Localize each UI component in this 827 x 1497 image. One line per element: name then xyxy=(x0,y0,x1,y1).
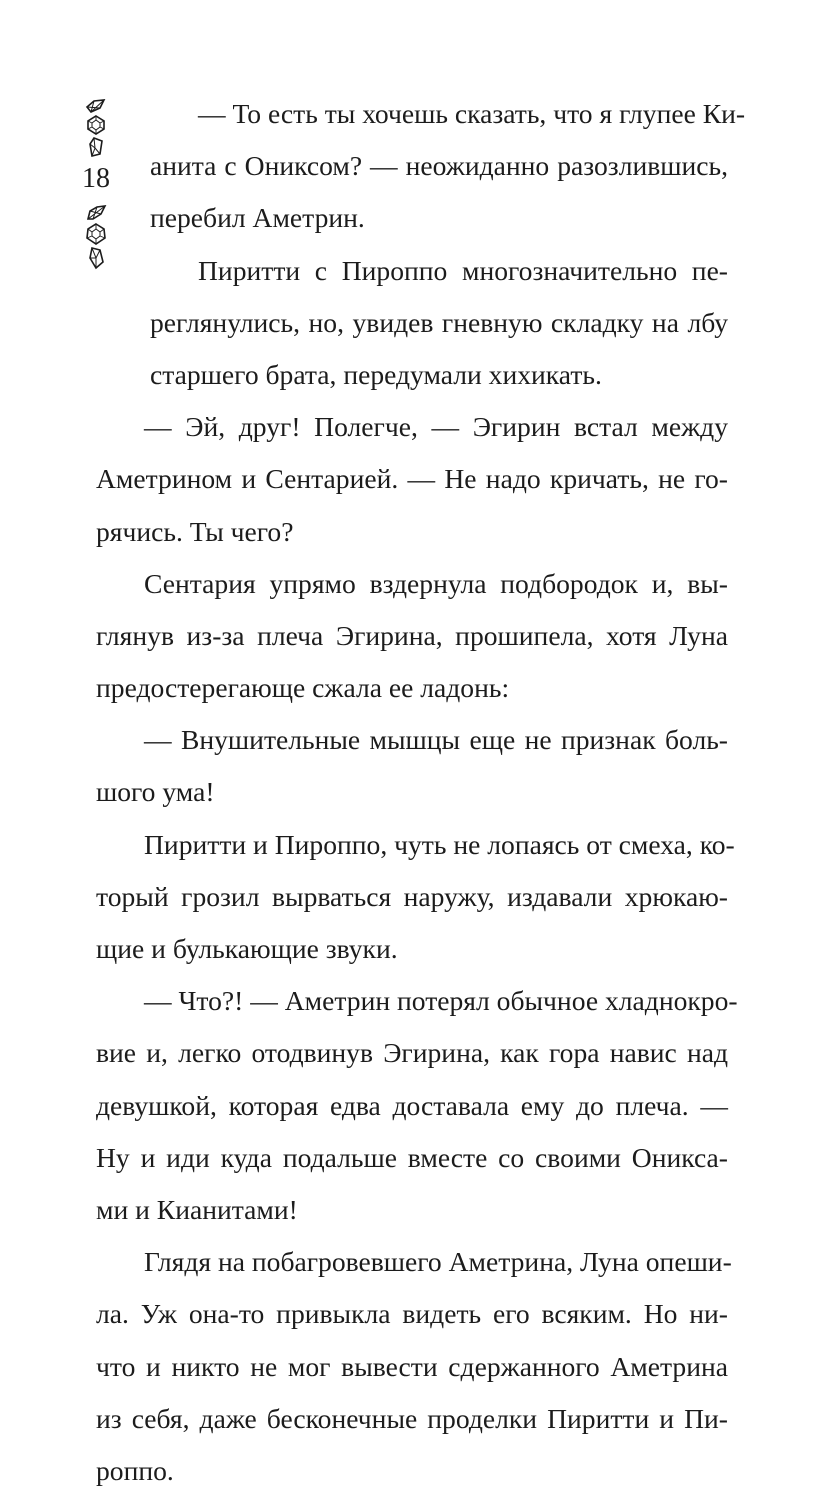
text-line: анита с Ониксом? — неожиданно разозлившись, xyxy=(150,150,728,182)
text-line: перебил Аметрин. xyxy=(150,202,365,234)
text-line: щие и булькающие звуки. xyxy=(96,933,398,964)
text-line: ми и Кианитами! xyxy=(96,1193,298,1225)
text-line: роппо. xyxy=(96,1454,174,1486)
body-text xyxy=(96,88,746,1497)
text-line: торый грозил вырваться наружу, издавали хрюкаю- xyxy=(96,880,728,912)
text-line: вие и, легко отодвинув Эгирина, как гора навис над xyxy=(96,1037,728,1069)
text-line: что и никто не мог вывести сдержанного Аметрина xyxy=(96,1350,728,1382)
text-line: Аметрином и Сентарией. — Не надо кричать, не го- xyxy=(96,463,728,495)
text-line: — Что?! — Аметрин потерял обычное хладнокро- xyxy=(144,985,738,1017)
text-line: Сентария упрямо вздернула подбородок и, вы- xyxy=(144,567,728,599)
page-number: 18 xyxy=(82,163,110,194)
text-line: — Внушительные мышцы еще не признак боль- xyxy=(144,724,728,756)
text-line: глянув из-за плеча Эгирина, прошипела, хотя Луна xyxy=(96,619,728,651)
text-line: Глядя на побагровевшего Аметрина, Луна опеши- xyxy=(144,1246,732,1278)
text-line: Пиритти и Пироппо, чуть не лопаясь от смеха, ко- xyxy=(144,828,735,860)
text-line: шого ума! xyxy=(96,776,215,808)
text-line: старшего брата, передумали хихикать. xyxy=(150,358,602,390)
text-line: предостерегающе сжала ее ладонь: xyxy=(96,672,510,704)
text-line: ла. Уж она-то привыкла видеть его всяким. Но ни- xyxy=(96,1298,728,1330)
dialogue-line: — Эй, друг! Полегче, — Эгирин встал между xyxy=(144,411,728,443)
text-line: рячись. Ты чего? xyxy=(96,515,294,547)
text-line: реглянулись, но, увидев гневную складку на лбу xyxy=(150,306,728,338)
dialogue-line: — То есть ты хочешь сказать, что я глупее Ки- xyxy=(198,98,746,129)
text-line: девушкой, которая едва доставала ему до плеча. — xyxy=(96,1089,728,1121)
text-line: Ну и иди куда подальше вместе со своими Оникса- xyxy=(96,1141,728,1173)
text-line: Пиритти с Пироппо многозначительно пе- xyxy=(198,254,728,286)
text-line: из себя, даже бесконечные проделки Пиритти и Пи- xyxy=(96,1402,728,1434)
